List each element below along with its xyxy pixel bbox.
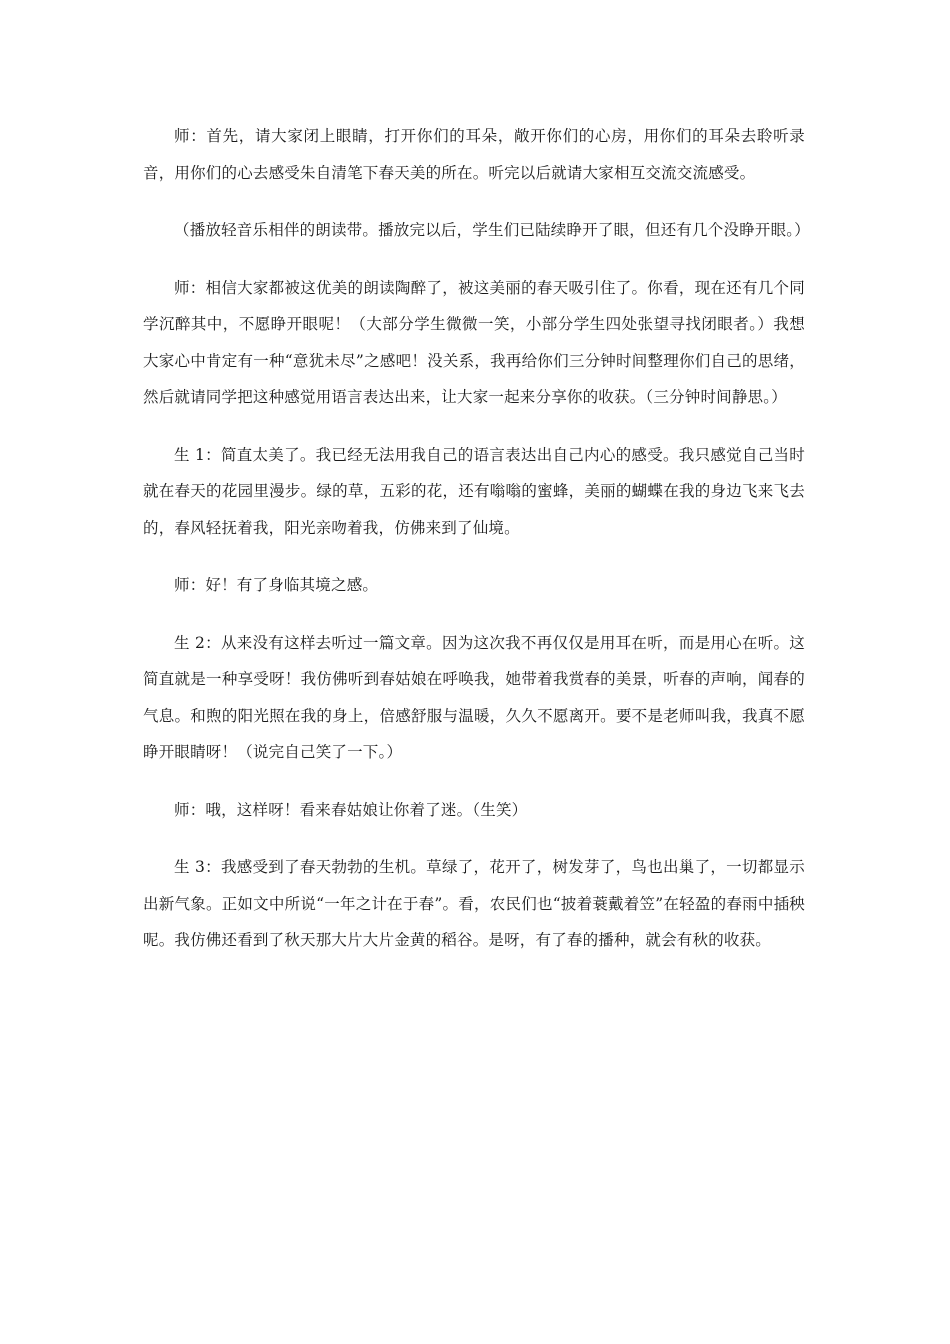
- paragraph-stage-direction: （播放轻音乐相伴的朗读带。播放完以后，学生们已陆续睁开了眼，但还有几个没睁开眼。）: [174, 221, 810, 239]
- document-body: [143, 118, 810, 980]
- paragraph-student-3: 生 3：我感受到了春天勃勃的生机。草绿了，花开了，树发芽了，鸟也出巢了，一切都显示出新气象。正如文中所说“一年之计在于春”。看，农民们也“披着蓑戴着笠”在轻盈的春雨中插秧呢。我仿佛还看到了秋天那大片大片金黄的稻谷。是呀，有了春的播种，就会有秋的收获。: [143, 858, 805, 949]
- paragraph-student-1: 生 1：简直太美了。我已经无法用我自己的语言表达出自己内心的感受。我只感觉自己当时就在春天的花园里漫步。绿的草，五彩的花，还有嗡嗡的蜜蜂，美丽的蝴蝶在我的身边飞来飞去的，春风轻抚着我，阳光亲吻着我，仿佛来到了仙境。: [143, 445, 805, 537]
- paragraph-teacher-intro: 师：首先，请大家闭上眼睛，打开你们的耳朵，敞开你们的心房，用你们的耳朵去聆听录音，用你们的心去感受朱自清笔下春天美的所在。听完以后就请大家相互交流交流感受。: [143, 127, 805, 182]
- paragraph-student-2: 生 2：从来没有这样去听过一篇文章。因为这次我不再仅仅是用耳在听，而是用心在听。这简直就是一种享受呀！我仿佛听到春姑娘在呼唤我，她带着我赏春的美景，听春的声响，闻春的气息。和煦的阳光照在我的身上，倍感舒服与温暖，久久不愿离开。要不是老师叫我，我真不愿睁开眼睛呀！（说完自己笑了一下。）: [143, 633, 805, 761]
- paragraph-teacher-reply-2: 师：哦，这样呀！看来春姑娘让你着了迷。（生笑）: [174, 800, 528, 819]
- paragraph-teacher-reply-1: 师：好！有了身临其境之感。: [174, 576, 379, 594]
- paragraph-teacher-prompt: 师：相信大家都被这优美的朗读陶醉了，被这美丽的春天吸引住了。你看，现在还有几个同学沉醉其中，不愿睁开眼呢！（大部分学生微微一笑，小部分学生四处张望寻找闭眼者。）我想大家心中肯定有一种“意犹未尽”之感吧！没关系，我再给你们三分钟时间整理你们自己的思绪，然后就请同学把这种感觉用语言表达出来，让大家一起来分享你的收获。（三分钟时间静思。）: [143, 278, 805, 406]
